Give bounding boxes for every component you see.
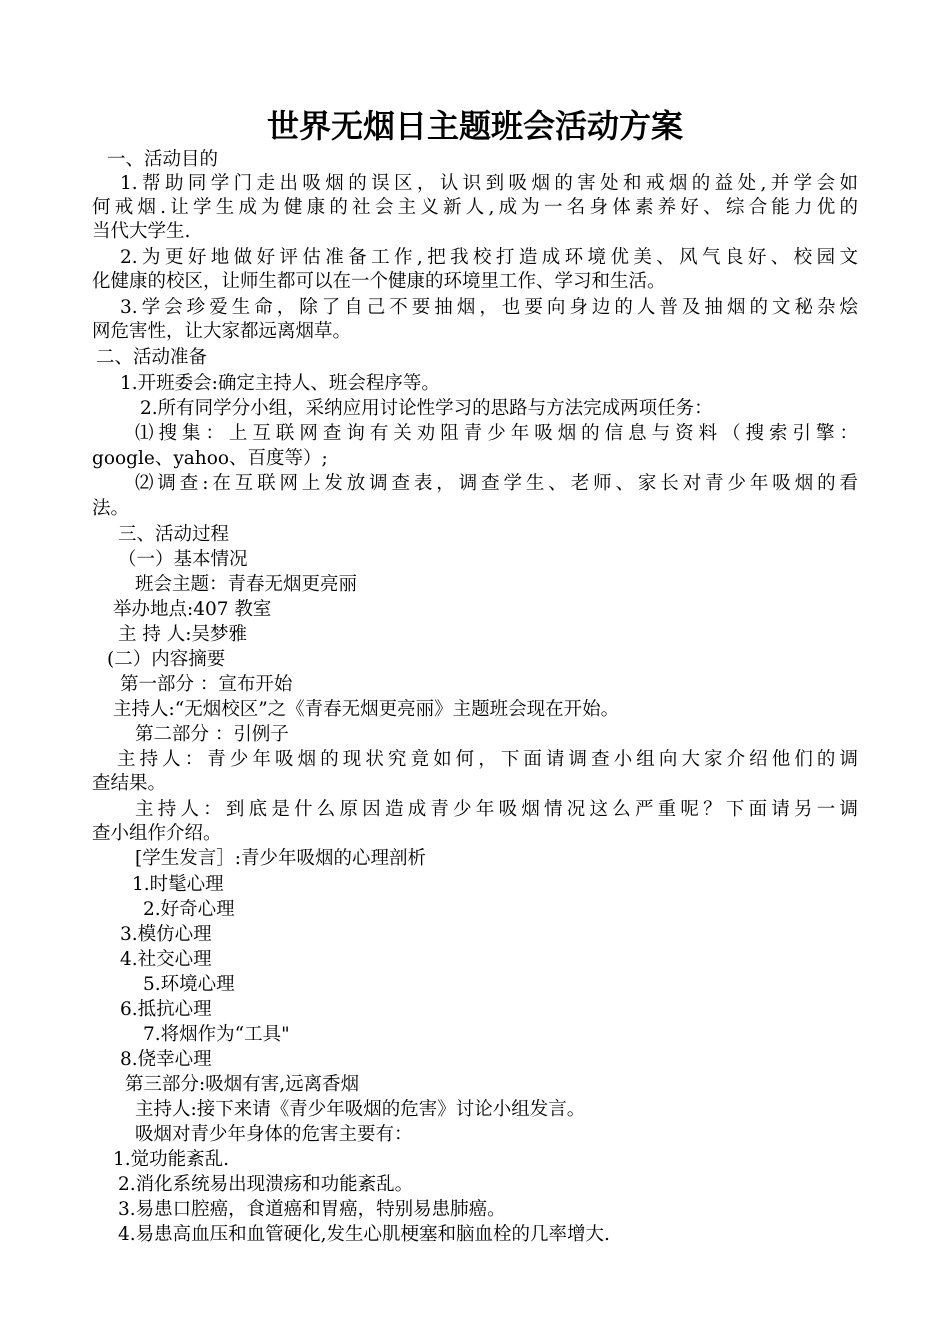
list-item: 4.社交心理 [120,949,212,970]
paragraph-line: 吸烟对青少年身体的危害主要有： [135,1124,413,1145]
list-item: 1.觉功能紊乱. [113,1149,230,1170]
paragraph-line: 主持人：青少年吸烟的现状究竟如何，下面请调查小组向大家介绍他们的调 [117,749,858,770]
heading-purpose: 一、活动目的 [107,149,219,170]
list-item: 8.侥幸心理 [120,1049,212,1070]
paragraph-line: 举办地点:407 教室 [113,599,272,620]
paragraph-line: 班会主题：青春无烟更亮丽 [135,574,358,595]
paragraph-line: 1.帮助同学门走出吸烟的误区，认识到吸烟的害处和戒烟的益处,并学会如 [120,173,858,194]
list-item: 3.易患口腔癌，食道癌和胃癌，特别易患肺癌。 [118,1199,506,1220]
paragraph-line: 2.为更好地做好评估准备工作,把我校打造成环境优美、风气良好、校园文 [120,247,858,268]
paragraph-line: google、yahoo、百度等）; [92,448,328,469]
list-item: 5.环境心理 [143,974,235,995]
paragraph-line: ⑴搜集：上互联网查询有关劝阻青少年吸烟的信息与资料（搜索引擎： [135,423,858,444]
paragraph-line: 1.开班委会:确定主持人、班会程序等。 [120,373,440,394]
list-item: 6.抵抗心理 [120,999,212,1020]
paragraph-line: 第三部分:吸烟有害,远离香烟 [125,1074,360,1095]
subheading-summary: (二）内容摘要 [107,649,226,670]
paragraph-line: 查小组作介绍。 [92,823,222,844]
heading-process: 三、活动过程 [118,524,230,545]
paragraph-line: 主持人:“无烟校区”之《青春无烟更亮丽》主题班会现在开始。 [113,699,620,720]
paragraph-line: 第二部分 ：引例子 [135,724,289,745]
document-title: 世界无烟日主题班会活动方案 [266,107,683,145]
paragraph-line: ⑵调查:在互联网上发放调查表，调查学生、老师、家长对青少年吸烟的看 [135,473,858,494]
paragraph-line: 查结果。 [92,773,167,794]
paragraph-line: 2.所有同学分小组，采纳应用讨论性学习的思路与方法完成两项任务： [140,398,713,419]
paragraph-line: 何戒烟.让学生成为健康的社会主义新人,成为一名身体素养好、综合能力优的 [92,197,858,218]
paragraph-line: 法。 [92,498,130,519]
paragraph-line: 主 持 人:吴梦雅 [118,624,247,645]
list-item: 2.消化系统易出现溃疡和功能紊乱。 [118,1174,414,1195]
paragraph-line: 3.学会珍爱生命，除了自己不要抽烟，也要向身边的人普及抽烟的文秘杂烩 [120,297,858,318]
subheading-basic: （一）基本情况 [118,549,248,570]
list-item: 2.好奇心理 [143,899,235,920]
list-item: 3.模仿心理 [120,924,212,945]
list-item: 1.时髦心理 [132,874,224,895]
paragraph-line: 第一部分 ：宣布开始 [120,674,293,695]
paragraph-line: 化健康的校区，让师生都可以在一个健康的环境里工作、学习和生活。 [92,271,666,292]
paragraph-line: 当代大学生. [92,221,191,242]
paragraph-line: [学生发言］:青少年吸烟的心理剖析 [135,848,426,869]
paragraph-line: 主持人:接下来请《青少年吸烟的危害》讨论小组发言。 [135,1099,586,1120]
paragraph-line: 网危害性，让大家都远离烟草。 [92,321,352,342]
paragraph-line: 主持人：到底是什么原因造成青少年吸烟情况这么严重呢？下面请另一调 [135,799,858,820]
heading-preparation: 二、活动准备 [96,347,208,368]
list-item: 7.将烟作为“工具" [143,1024,290,1045]
list-item: 4.易患高血压和血管硬化,发生心肌梗塞和脑血栓的几率增大. [118,1224,610,1245]
